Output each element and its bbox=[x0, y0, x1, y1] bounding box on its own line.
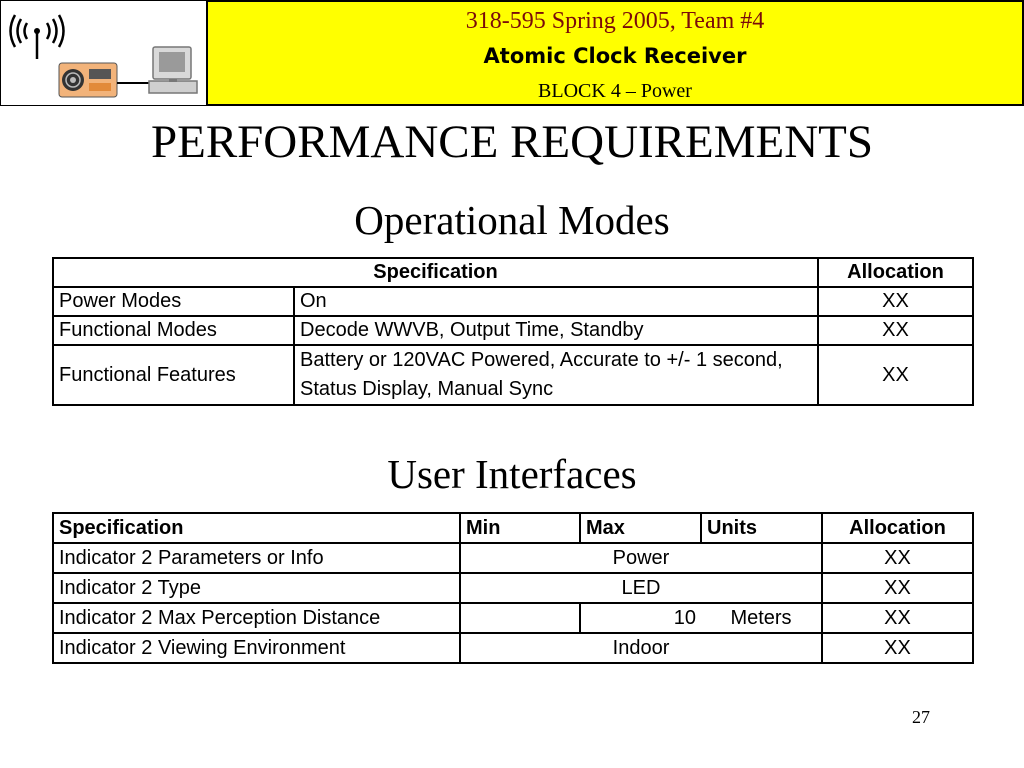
header-project: Atomic Clock Receiver bbox=[483, 44, 747, 68]
row-value: Decode WWVB, Output Time, Standby bbox=[294, 316, 818, 345]
row-allocation: XX bbox=[822, 573, 973, 603]
atomic-clock-logo bbox=[1, 1, 206, 105]
user-interfaces-table bbox=[52, 512, 974, 664]
receiver-icon bbox=[59, 63, 117, 97]
row-value: Power bbox=[460, 543, 822, 573]
row-value: On bbox=[294, 287, 818, 316]
table-header-row bbox=[53, 513, 973, 543]
max-header: Max bbox=[580, 513, 701, 543]
operational-modes-table bbox=[52, 257, 974, 406]
row-label: Power Modes bbox=[53, 287, 294, 316]
allocation-header: Allocation bbox=[822, 513, 973, 543]
row-label: Indicator 2 Max Perception Distance bbox=[53, 603, 460, 633]
row-allocation: XX bbox=[818, 287, 973, 316]
units-header: Units bbox=[701, 513, 822, 543]
row-min bbox=[460, 603, 580, 633]
row-label: Functional Modes bbox=[53, 316, 294, 345]
header-band bbox=[207, 0, 1024, 106]
row-value: Battery or 120VAC Powered, Accurate to +/- 1 second, Status Display, Manual Sync bbox=[294, 345, 818, 405]
page-number: 27 bbox=[912, 707, 930, 727]
antenna-icon bbox=[11, 15, 64, 59]
row-units: Meters bbox=[701, 603, 822, 633]
row-allocation: XX bbox=[822, 633, 973, 663]
row-value: LED bbox=[460, 573, 822, 603]
spec-header: Specification bbox=[53, 513, 460, 543]
header-logo-panel bbox=[0, 0, 207, 106]
spec-header: Specification bbox=[53, 258, 818, 287]
row-label: Functional Features bbox=[53, 345, 294, 405]
row-label: Indicator 2 Viewing Environment bbox=[53, 633, 460, 663]
row-allocation: XX bbox=[818, 345, 973, 405]
table-row bbox=[53, 316, 973, 345]
operational-modes-heading: Operational Modes bbox=[354, 197, 670, 243]
header-team: 318-595 Spring 2005, Team #4 bbox=[465, 8, 765, 34]
table-row bbox=[53, 633, 973, 663]
row-allocation: XX bbox=[822, 603, 973, 633]
min-header: Min bbox=[460, 513, 580, 543]
table-row bbox=[53, 603, 973, 633]
table-row bbox=[53, 345, 973, 405]
header-block: BLOCK 4 – Power bbox=[538, 80, 692, 102]
row-label: Indicator 2 Type bbox=[53, 573, 460, 603]
page-title: PERFORMANCE REQUIREMENTS bbox=[150, 116, 874, 168]
user-interfaces-heading: User Interfaces bbox=[387, 451, 637, 497]
table-header-row bbox=[53, 258, 973, 287]
table-row bbox=[53, 287, 973, 316]
row-max: 10 bbox=[580, 603, 701, 633]
row-allocation: XX bbox=[818, 316, 973, 345]
table-row bbox=[53, 573, 973, 603]
table-row bbox=[53, 543, 973, 573]
allocation-header: Allocation bbox=[818, 258, 973, 287]
row-allocation: XX bbox=[822, 543, 973, 573]
computer-icon bbox=[149, 47, 197, 93]
row-value: Indoor bbox=[460, 633, 822, 663]
row-label: Indicator 2 Parameters or Info bbox=[53, 543, 460, 573]
